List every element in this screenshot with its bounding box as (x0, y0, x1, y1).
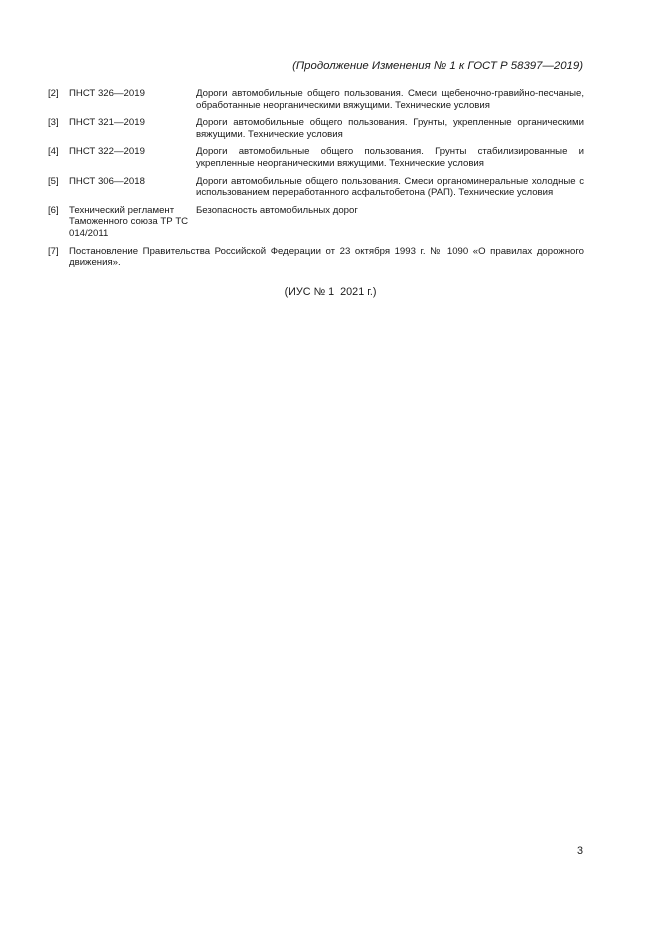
ius-note: (ИУС № 1 2021 г.) (284, 286, 377, 298)
reference-title: Дороги автомобильные общего пользования. Смеси щебеночно-гравийно-песчаные, обработанные неорганическими вяжущими. Технические условия (196, 88, 584, 111)
reference-code: Технический регламент Таможенного союза ТР ТС 014/2011 (69, 204, 189, 239)
reference-item (48, 246, 584, 269)
reference-item (48, 117, 584, 140)
reference-code: ПНСТ 306—2018 (69, 175, 145, 187)
reference-item (48, 176, 584, 199)
reference-number: [7] (48, 245, 59, 257)
reference-code: ПНСТ 321—2019 (69, 117, 145, 129)
reference-title: Дороги автомобильные общего пользования. Грунты, укрепленные органическими вяжущими. Технические условия (196, 117, 584, 140)
bibliography-list (48, 88, 584, 275)
reference-number: [4] (48, 146, 59, 158)
reference-title: Дороги автомобильные общего пользования. Смеси органоминеральные холодные с использованием переработанного асфальтобетона (РАП). Технические условия (196, 175, 584, 199)
continuation-header: (Продолжение Изменения № 1 к ГОСТ Р 58397—2019) (292, 60, 583, 72)
reference-item (48, 205, 584, 240)
reference-number: [2] (48, 88, 59, 99)
page-number: 3 (576, 845, 583, 857)
reference-item (48, 146, 584, 169)
reference-number: [3] (48, 117, 59, 129)
reference-title: Безопасность автомобильных дорог (196, 204, 358, 216)
reference-number: [5] (48, 175, 59, 187)
reference-item (48, 88, 584, 111)
reference-code: ПНСТ 322—2019 (69, 146, 145, 158)
reference-title: Постановление Правительства Российской Федерации от 23 октября 1993 г. № 1090 «О правилах дорожного движения». (69, 245, 584, 269)
reference-number: [6] (48, 204, 59, 216)
reference-title: Дороги автомобильные общего пользования. Грунты стабилизированные и укрепленные неорганическими вяжущими. Технические условия (196, 146, 584, 169)
reference-code: ПНСТ 326—2019 (69, 88, 145, 99)
